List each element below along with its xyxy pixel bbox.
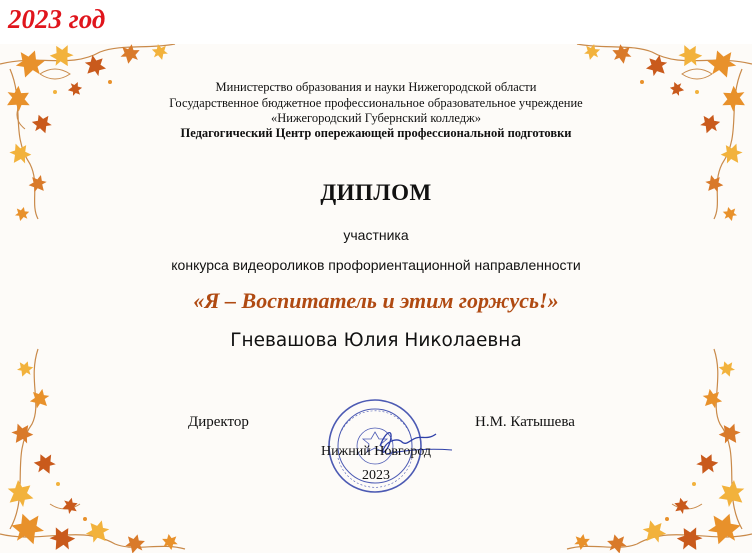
issue-year: 2023 [362, 468, 390, 483]
diploma-title: ДИПЛОМ [320, 180, 432, 205]
header-ministry: Министерство образования и науки Нижегородской области [215, 80, 537, 94]
recipient-role: участника [343, 227, 409, 243]
header-center: Педагогический Центр опережающей профессиональной подготовки [180, 126, 572, 140]
signature-position: Директор [188, 414, 249, 430]
awardee-name: Гневашова Юлия Николаевна [230, 330, 522, 351]
issue-city: Нижний Новгород [320, 444, 432, 459]
header-institution: Государственное бюджетное профессиональное образовательное учреждение [169, 96, 583, 110]
contest-description: конкурса видеороликов профориентационной направленности [171, 257, 581, 273]
diploma-certificate [0, 44, 752, 553]
header-college: «Нижегородский Губернский колледж» [271, 111, 481, 125]
year-label: 2023 год [8, 4, 106, 34]
contest-name: «Я – Воспитатель и этим горжусь!» [193, 288, 559, 313]
signature-name: Н.М. Катышева [475, 414, 575, 430]
